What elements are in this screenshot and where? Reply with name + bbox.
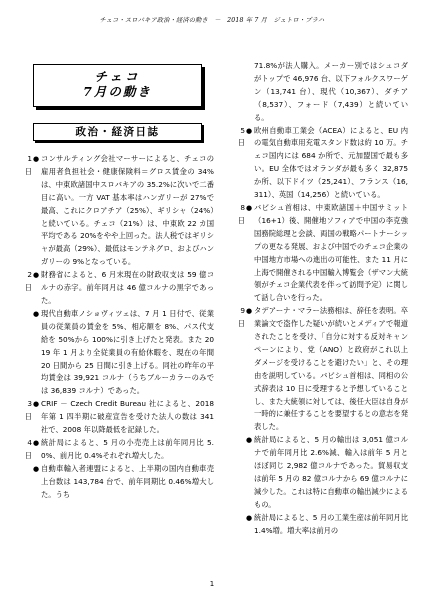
entry-text: 自動車輸入者連盟によると、上半期の国内自動車売上台数は 143,784 台で、前年同期比 0.46%増大した。うち <box>41 463 214 499</box>
title-country: チェコ <box>94 69 141 84</box>
entry-day <box>232 512 246 538</box>
diary-entry <box>19 269 214 308</box>
bullet-icon: ● <box>33 400 40 409</box>
diary-entry <box>19 398 214 437</box>
bullet-icon: ● <box>33 464 40 473</box>
left-column <box>19 153 214 501</box>
title-month: 7月の動き <box>83 84 152 99</box>
diary-entry <box>232 125 408 202</box>
entry-day: 2 日 <box>24 270 32 293</box>
diary-entry <box>232 305 408 434</box>
entry-text: タデアーナ・マラー法務相は、辞任を表明。卒業論文で盗作した疑いが続いとメディアで報道されたことを受け、「自分に対する反対キャンペーンにより、党（ANO）と政府がこれ以上ダメージを受けることを避けたい」と、その理由を説明している。バビシュ首相は、同相の公式辞表は 10 日に受理すると予想していることし、また大統領に対しては、後任大臣は自身が一時的に兼任することを要望するとの意志を発表した。 <box>254 306 408 432</box>
right-column <box>232 60 408 538</box>
entry-day: 3 日 <box>24 399 32 422</box>
diary-entry <box>232 434 408 511</box>
bullet-icon: ● <box>33 271 40 280</box>
bullet-icon: ● <box>246 436 253 445</box>
entry-text: 現代自動車ノショヴィツェは、7 月 1 日付で、従業員の従業員の賃金を 5%、相応額を 8%、パス代支給を 50%から 100%に引き上げたと発表。また 2019 年 1 月より全従業員の有給休暇を、現在の年間 20 日間から 25 日間に引き上げる。同社の昨年の平均賃金は 39,921 コルナ（うちブルーカラーのみでは 36,839 コルナ）であった。 <box>41 308 214 396</box>
entry-text: CRIF － Czech Credit Bureau 社によると、2018 年第 1 四半期に破産宣告を受けた法人の数は 341 社で、2008 年以降最低を記録した。 <box>41 399 214 435</box>
title-box <box>33 64 202 107</box>
entry-day: 8 日 <box>237 202 245 225</box>
bullet-icon: ● <box>246 513 253 522</box>
diary-entry <box>232 512 408 538</box>
diary-entry <box>19 437 214 463</box>
bullet-icon: ● <box>246 126 253 135</box>
diary-entry <box>19 153 214 269</box>
continued-entry-text: 71.8%が法人購入。メーカー別ではシュコダがトップで 46,976 台、以下フォルクスワーゲン（13,741 台）、現代（10,367）、ダチア（8,537）、フォード（7,439）と続いている。 <box>254 61 408 122</box>
diary-entry <box>19 463 214 502</box>
entry-text: 統計局によると、5 月の輸出は 3,051 億コルナで前年同月比 2.6%減、輸入は前年 5 月とほぼ同じ 2,982 億コルナであった。貿易収支は前年 5 月の 82 億コルナから 69 億コルナに減少した。これは特に自動車の輸出減少によるもの。 <box>254 435 408 509</box>
entry-text: バビシュ首相は、中東欧諸国＋中国サミット（16+1）後、開催地ソフィアで中国の李克強国務院総理と会談、両国の戦略パートナーシップの更なる発展、および中国でのチェコ企業の中国地方市場への進出の可能性、また 11 月に上海で開催される中国輸入博覧会（ザマン大統領がチェコ企業代表を伴って訪問予定）に関して話し合いを行った。 <box>254 202 408 303</box>
entry-text: 統計局によると、5 月の工業生産は前年同月比 1.4%増。増大率は前月の <box>254 512 408 535</box>
entry-text: コンサルティング会社マーサーによると、チェコの雇用者負担社会・健康保険料＝グロス賃金の 34%は、中東欧諸国中スロバキアの 35.2%に次いで二番目に高い。一方 VAT 基本率はハンガリーが 27%で最高、これにクロアチア（25%）、ギリシャ（24%）と続いている。チェコ（21%）は、中東欧 22 カ国平均である 20%をやや上回った。法人税ではギリシャが最高（29%）、最低はモンテネグロ、およびハンガリーの 9%となっている。 <box>41 154 214 267</box>
entry-day <box>232 434 246 511</box>
entry-day: 4 日 <box>24 437 32 460</box>
bullet-icon: ● <box>33 155 40 163</box>
entry-day: 9 日 <box>237 306 245 329</box>
entry-text: 統計局によると、5 月の小売売上は前年同月比 5.0%、前月比 0.4%それぞれ増大した。 <box>41 437 214 460</box>
section-heading: 政治・経済日誌 <box>33 123 202 141</box>
diary-entry <box>232 202 408 305</box>
bullet-icon: ● <box>246 307 253 316</box>
entry-day: 1 日 <box>24 154 32 176</box>
entry-day <box>19 308 33 398</box>
entry-day: 5 日 <box>237 125 245 148</box>
entry-day <box>19 463 33 502</box>
entry-text: 財務省によると、6 月末現在の財政収支は 59 億コルナの赤字。前年同月は 46 億コルナの黒字であった。 <box>41 270 214 305</box>
bullet-icon: ● <box>33 309 40 318</box>
bullet-icon: ● <box>246 203 253 212</box>
page-number: 1 <box>209 580 215 588</box>
bullet-icon: ● <box>33 438 40 447</box>
entry-text: 欧州自動車工業会（ACEA）によると、EU 内の電気自動車用充電スタンド数は約 10 万。チェコ国内には 684 か所で、元加盟国で最も多い。EU 全体ではオランダが最も多く 32,875 か所、以下ドイツ（25,241）、フランス（16,311）、英国（14,256）と続いている。 <box>254 125 408 200</box>
running-header: チェコ・スロバキア政治・経済の動き － 2018 年 7 月 ジェトロ・プラハ <box>99 17 325 24</box>
diary-entry <box>19 308 214 398</box>
